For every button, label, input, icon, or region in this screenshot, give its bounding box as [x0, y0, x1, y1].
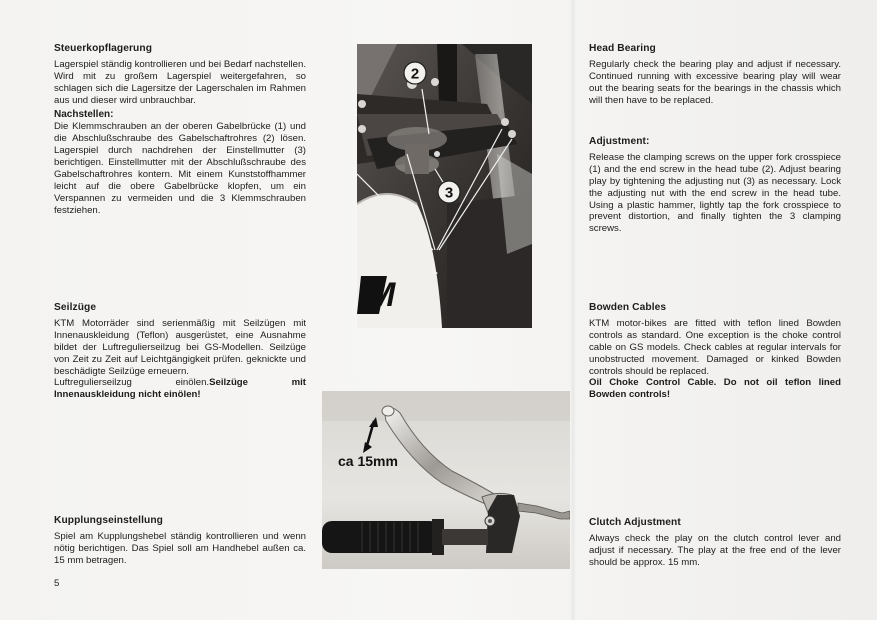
- en-clutch-text: Always check the play on the clutch control lever and adjust if necessary. The play at the free end of the lever should be approx. 15 mm.: [589, 532, 841, 568]
- page-number: 5: [54, 578, 60, 589]
- de-cables-oil-text: Luftregulierseilzug einölen.: [54, 377, 210, 389]
- en-clutch-title: Clutch Adjustment: [589, 517, 681, 528]
- de-head-bearing-text: Lagerspiel ständig kontrollieren und bei Bedarf nachstellen. Wird mit zu großem Lagerspiel weitergefahren, so schlagen sich die Lagersitze der Lagerschalen im Rahmen aus und dieser wird unbrauchbar.: [54, 58, 306, 106]
- en-adjust-title: Adjustment:: [589, 136, 650, 147]
- head-bearing-illustration: [357, 44, 532, 328]
- en-adjust-text: Release the clamping screws on the upper fork crosspiece (1) and the end screw in the head tube (2). Adjust bearing play by tightening the adjusting nut (3) as necessary. Lock the adjusting nut with the end screw in the head tube. Using a plastic hammer, lightly tap the fork crosspiece to prevent distortion, and finally tighten the 3 clamping screws.: [589, 151, 841, 235]
- ktm-logo-fragment: M: [367, 276, 396, 314]
- page-fold: [570, 0, 576, 620]
- de-cables-title: Seilzüge: [54, 302, 97, 313]
- head-bearing-photo: [357, 44, 532, 328]
- callout-3: 3: [444, 184, 454, 202]
- callout-2: 2: [410, 65, 420, 83]
- en-cables-text: KTM motor-bikes are fitted with teflon lined Bowden controls as standard. One exception is the choke control cable on GS models. Check cables at regular intervals for unobstructed movement. Damaged or kinked Bowden controls should be replaced.: [589, 317, 841, 377]
- de-cables-warning: Seilzüge mit Innenauskleidung nicht einölen!: [54, 377, 306, 401]
- de-clutch-title: Kupplungseinstellung: [54, 515, 163, 526]
- de-cables-text: KTM Motorräder sind serienmäßig mit Seilzügen mit Innenauskleidung (Teflon) ausgerüstet, eine Ausnahme bildet der Luftregulierseilzug bei GS-Modellen. Seilzüge von Zeit zu Zeit auf Leichtgängigkeit prüfen. geknickte und beschädigte Seilzüge erneuern.: [54, 317, 306, 377]
- de-head-bearing-title: Steuerkopflagerung: [54, 43, 153, 54]
- en-cables-title: Bowden Cables: [589, 302, 667, 313]
- de-cables-section: [54, 302, 306, 401]
- en-cables-warning: Oil Choke Control Cable. Do not oil teflon lined Bowden controls!: [589, 377, 841, 401]
- de-clutch-section: [54, 515, 306, 567]
- en-adjust-section: [589, 136, 841, 235]
- en-cables-section: [589, 302, 841, 401]
- en-head-bearing-title: Head Bearing: [589, 43, 656, 54]
- de-head-bearing-section: [54, 43, 306, 217]
- measure-label: ca 15mm: [338, 453, 398, 469]
- de-clutch-text: Spiel am Kupplungshebel ständig kontrollieren und wenn nötig berichtigen. Das Spiel soll am Handhebel außen ca. 15 mm betragen.: [54, 530, 306, 566]
- en-clutch-section: [589, 517, 841, 569]
- en-head-bearing-section: [589, 43, 841, 107]
- callout-1: 1: [428, 259, 438, 278]
- de-adjust-title: Nachstellen:: [54, 108, 114, 120]
- clutch-lever-photo: [322, 391, 570, 569]
- en-head-bearing-text: Regularly check the bearing play and adjust if necessary. Continued running with excessive bearing play will wear out the bearing seats for the bearings in the chassis which will then have to be replaced.: [589, 58, 841, 106]
- de-adjust-text: Die Klemmschrauben an der oberen Gabelbrücke (1) und die Abschlußschraube des Gabelschaftrohres (2) lösen. Lagerspiel durch nachdrehen der Einstellmutter (3) berichtigen. Einstellmutter mit der Abschlußschraube des Gabelschaftrohres kontern. Mit einem Kunststoffhammer leicht auf die obere Gabelbrücke klopfen, um ein Verspannen zu vermeiden und die 3 Klemmschrauben festziehen.: [54, 121, 306, 216]
- clutch-lever-illustration: [322, 391, 570, 569]
